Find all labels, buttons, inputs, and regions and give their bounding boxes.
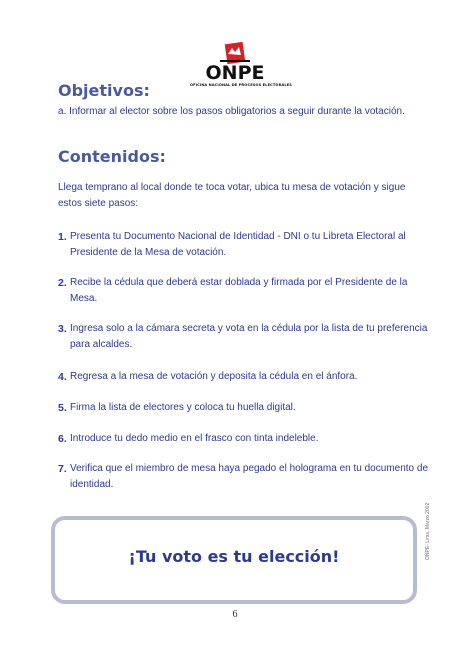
step-item (58, 321, 428, 353)
slogan-box (51, 516, 417, 604)
step-item (58, 229, 428, 261)
contenidos-intro-line1: Llega temprano al local donde te toca votar, ubica tu mesa de votación y sigue (58, 182, 406, 193)
step-item (58, 275, 428, 307)
contenidos-heading: Contenidos: (58, 147, 166, 166)
step-number: 4. (58, 371, 67, 383)
objetivos-text: a. Informar al elector sobre los pasos obligatorios a seguir durante la votación. (58, 106, 405, 117)
step-number: 1. (58, 231, 67, 243)
step-number: 7. (58, 463, 67, 475)
step-number: 3. (58, 323, 67, 335)
step-item (58, 431, 428, 447)
step-number: 5. (58, 402, 67, 414)
step-number: 6. (58, 433, 67, 445)
step-number: 2. (58, 277, 67, 289)
step-text: Ingresa solo a la cámara secreta y vota en la cédula por la lista de tu preferencia para alcaldes. (70, 323, 428, 350)
step-text: Presenta tu Documento Nacional de Identidad - DNI o tu Libreta Electoral al Presidente de la Mesa de votación. (70, 231, 406, 258)
step-item (58, 400, 428, 416)
contenidos-intro-line2: estos siete pasos: (58, 198, 139, 209)
step-text: Firma la lista de electores y coloca tu huella digital. (70, 402, 296, 413)
step-text: Verifica que el miembro de mesa haya pegado el holograma en tu documento de identidad. (70, 463, 429, 490)
step-item (58, 369, 428, 385)
step-text: Recibe la cédula que deberá estar doblada y firmada por el Presidente de la Mesa. (70, 277, 408, 304)
onpe-logo (190, 40, 292, 92)
step-item (58, 461, 428, 493)
slogan-text: ¡Tu voto es tu elección! (128, 547, 340, 566)
logo-subtitle: OFICINA NACIONAL DE PROCESOS ELECTORALES (190, 83, 292, 87)
page-number: 6 (232, 609, 238, 620)
objetivos-heading: Objetivos: (58, 81, 150, 100)
step-text: Introduce tu dedo medio en el frasco con tinta indeleble. (70, 433, 319, 444)
logo-wordmark: ONPE (205, 62, 265, 84)
step-text: Regresa a la mesa de votación y deposita la cédula en el ánfora. (70, 371, 358, 382)
side-note: ONPE- Lima, Marzo 2002 (425, 502, 431, 560)
